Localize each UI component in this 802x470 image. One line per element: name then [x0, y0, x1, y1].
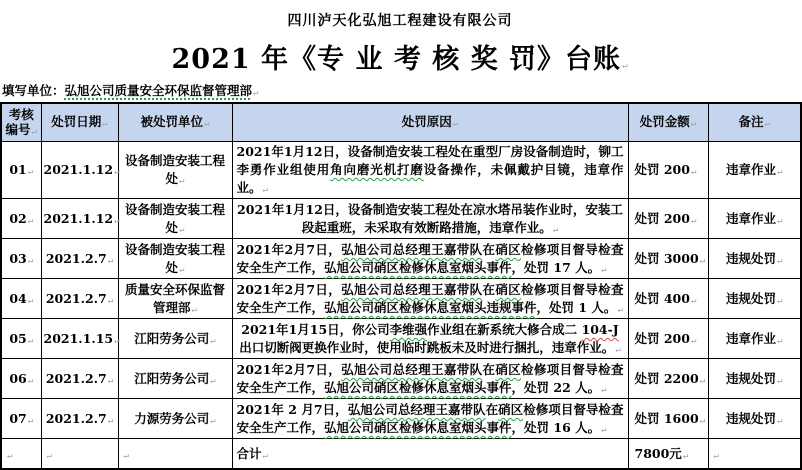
- filler-unit-value: 弘旭公司质量安全环保监督管理部: [64, 83, 253, 98]
- cell-penalty-amount: 处罚 200↵: [628, 199, 708, 239]
- cell-note: 违规处罚↵: [708, 399, 801, 439]
- paragraph-mark-icon: ↵: [27, 295, 34, 306]
- paragraph-mark-icon: ↵: [777, 335, 783, 346]
- paragraph-mark-icon: ↵: [107, 375, 114, 386]
- cell-note: 违章作业↵: [708, 319, 801, 359]
- paragraph-mark-icon: ↵: [262, 450, 268, 461]
- paragraph-mark-icon: ↵: [777, 167, 783, 178]
- cell-note: 违规处罚↵: [708, 279, 801, 319]
- cell-penalty-amount: 处罚 2200↵: [628, 359, 708, 399]
- cell-note: 违规处罚↵: [708, 359, 801, 399]
- paragraph-mark-icon: ↵: [777, 415, 783, 426]
- cell-penalty-date: 2021.1.12↵: [41, 199, 118, 239]
- paragraph-mark-icon: ↵: [777, 255, 783, 266]
- paragraph-mark-icon: ↵: [699, 375, 706, 386]
- filler-unit-line: [2, 81, 800, 99]
- table-body: [1, 142, 801, 469]
- paragraph-mark-icon: ↵: [452, 119, 459, 130]
- document-title-text: 2021 年《专 业 考 核 奖 罚》台账: [171, 44, 622, 75]
- paragraph-mark-icon: ↵: [107, 415, 114, 426]
- paragraph-mark-icon: ↵: [601, 424, 607, 435]
- cell-note: [708, 439, 801, 469]
- cell-penalty-amount: 处罚 3000↵: [628, 239, 708, 279]
- cell-note: 违章作业↵: [708, 142, 801, 199]
- table-row: [1, 279, 801, 319]
- cell-penalized-unit: 设备制造安装工程处↵: [118, 239, 232, 279]
- paragraph-mark-icon: ↵: [102, 119, 108, 130]
- col-header-assessment-no: 考核编号↵: [1, 103, 41, 142]
- cell-total-amount: 7800元↵: [628, 439, 708, 469]
- cell-penalized-unit: 设备制造安装工程处↵: [118, 142, 232, 199]
- paragraph-mark-icon: ↵: [7, 450, 13, 461]
- paragraph-mark-icon: ↵: [690, 119, 697, 130]
- paragraph-mark-icon: ↵: [114, 167, 120, 178]
- company-name-text: 四川泸天化弘旭工程建设有限公司: [287, 13, 513, 29]
- paragraph-mark-icon: ↵: [690, 167, 697, 178]
- cell-penalty-reason: 2021年1月12日，设备制造安装工程处在凉水塔吊装作业时，安装工段起重班，未采取有效断路措施，违章作业。↵: [232, 199, 628, 239]
- paragraph-mark-icon: ↵: [27, 415, 34, 426]
- cell-penalty-date: 2021.2.7↵: [41, 359, 118, 399]
- paragraph-mark-icon: ↵: [617, 304, 623, 315]
- paragraph-mark-icon: ↵: [777, 375, 783, 386]
- cell-penalized-unit: 江阳劳务公司↵: [118, 319, 232, 359]
- cell-assessment-no: [1, 439, 41, 469]
- table-row: [1, 239, 801, 279]
- paragraph-mark-icon: ↵: [622, 61, 629, 71]
- paragraph-mark-icon: ↵: [210, 375, 216, 386]
- cell-penalty-reason: 2021年2月7日，弘旭公司总经理王嘉带队在硝区检修项目督导检查安全生产工作，弘旭公司硝区检修休息室烟头违规事件，处罚 1 人。↵: [232, 279, 628, 319]
- col-header-penalty-reason: 处罚原因↵: [232, 103, 628, 142]
- paragraph-mark-icon: ↵: [552, 224, 559, 235]
- paragraph-mark-icon: ↵: [713, 450, 719, 461]
- cell-penalty-reason: 2021年 2 月7日，弘旭公司总经理王嘉带队在硝区检修项目督导检查安全生产工作，弘旭公司硝区检修休息室烟头事件，处罚 16 人。↵: [232, 399, 628, 439]
- paragraph-mark-icon: ↵: [690, 335, 697, 346]
- cell-penalty-amount: 处罚 200↵: [628, 142, 708, 199]
- paragraph-mark-icon: ↵: [682, 450, 689, 461]
- company-name: [0, 0, 800, 30]
- cell-penalty-date: 2021.2.7↵: [41, 399, 118, 439]
- cell-note: 违章作业↵: [708, 199, 801, 239]
- table-header-row: [1, 103, 801, 142]
- cell-assessment-no: 07↵: [1, 399, 41, 439]
- cell-penalty-reason: 2021年1月12日，设备制造安装工程处在重型厂房设备制造时，铆工李勇作业组使用角向磨光机打磨设备操作，未佩戴护目镜，违章作业。↵: [232, 142, 628, 199]
- penalty-ledger-table: [0, 102, 802, 470]
- cell-penalized-unit: [118, 439, 232, 469]
- paragraph-mark-icon: ↵: [764, 119, 770, 130]
- paragraph-mark-icon: ↵: [601, 384, 607, 395]
- cell-penalty-date: 2021.1.15↵: [41, 319, 118, 359]
- paragraph-mark-icon: ↵: [253, 88, 259, 98]
- table-row: [1, 359, 801, 399]
- paragraph-mark-icon: ↵: [27, 255, 34, 266]
- paragraph-mark-icon: ↵: [179, 224, 185, 235]
- paragraph-mark-icon: ↵: [210, 335, 216, 346]
- cell-penalty-amount: 处罚 1600↵: [628, 399, 708, 439]
- cell-penalty-date: 2021.1.12↵: [41, 142, 118, 199]
- col-header-penalty-date: 处罚日期↵: [41, 103, 118, 142]
- paragraph-mark-icon: ↵: [179, 264, 185, 275]
- paragraph-mark-icon: ↵: [615, 344, 621, 355]
- cell-note: 违规处罚↵: [708, 239, 801, 279]
- cell-penalty-amount: 处罚 200↵: [628, 319, 708, 359]
- col-header-penalized-unit: 被处罚单位↵: [118, 103, 232, 142]
- table-row: [1, 199, 801, 239]
- cell-penalized-unit: 江阳劳务公司↵: [118, 359, 232, 399]
- cell-assessment-no: 05↵: [1, 319, 41, 359]
- col-header-penalty-amount: 处罚金额↵: [628, 103, 708, 142]
- cell-penalized-unit: 设备制造安装工程处↵: [118, 199, 232, 239]
- paragraph-mark-icon: ↵: [27, 375, 34, 386]
- cell-penalized-unit: 质量安全环保监督管理部↵: [118, 279, 232, 319]
- cell-penalty-reason: 2021年2月7日，弘旭公司总经理王嘉带队在硝区检修项目督导检查安全生产工作，弘旭公司硝区检修休息室烟头事件，处罚 22 人。↵: [232, 359, 628, 399]
- paragraph-mark-icon: ↵: [107, 255, 114, 266]
- cell-assessment-no: 06↵: [1, 359, 41, 399]
- table-row: [1, 142, 801, 199]
- paragraph-mark-icon: ↵: [27, 215, 34, 226]
- paragraph-mark-icon: ↵: [204, 119, 210, 130]
- filler-unit-label: 填写单位：: [2, 83, 65, 98]
- paragraph-mark-icon: ↵: [699, 255, 706, 266]
- paragraph-mark-icon: ↵: [699, 415, 706, 426]
- paragraph-mark-icon: ↵: [777, 215, 783, 226]
- cell-penalty-reason: 2021年1月15日，你公司李维强作业组在新系统大修合成二 104-J 出口切断阀更换作业时，使用临时跳板未及时进行捆扎，违章作业。↵: [232, 319, 628, 359]
- cell-assessment-no: 03↵: [1, 239, 41, 279]
- paragraph-mark-icon: ↵: [777, 295, 783, 306]
- cell-penalized-unit: 力源劳务公司↵: [118, 399, 232, 439]
- paragraph-mark-icon: ↵: [123, 450, 129, 461]
- paragraph-mark-icon: ↵: [27, 335, 34, 346]
- cell-assessment-no: 01↵: [1, 142, 41, 199]
- paragraph-mark-icon: ↵: [690, 215, 697, 226]
- cell-penalty-date: 2021.2.7↵: [41, 279, 118, 319]
- cell-assessment-no: 02↵: [1, 199, 41, 239]
- col-header-note: 备注↵: [708, 103, 801, 142]
- paragraph-mark-icon: ↵: [27, 167, 34, 178]
- paragraph-mark-icon: ↵: [262, 185, 268, 196]
- cell-penalty-date: [41, 439, 118, 469]
- paragraph-mark-icon: ↵: [107, 295, 114, 306]
- table-total-row: [1, 439, 801, 469]
- paragraph-mark-icon: ↵: [191, 304, 197, 315]
- cell-penalty-reason: 2021年2月7日，弘旭公司总经理王嘉带队在硝区检修项目督导检查安全生产工作，弘旭公司硝区检修休息室烟头事件，处罚 17 人。↵: [232, 239, 628, 279]
- table-row: [1, 319, 801, 359]
- document-title: [0, 37, 800, 76]
- cell-penalty-amount: 处罚 400↵: [628, 279, 708, 319]
- paragraph-mark-icon: ↵: [46, 450, 52, 461]
- paragraph-mark-icon: ↵: [114, 335, 120, 346]
- cell-total-label: 合计↵: [232, 439, 628, 469]
- cell-penalty-date: 2021.2.7↵: [41, 239, 118, 279]
- paragraph-mark-icon: ↵: [31, 127, 37, 138]
- cell-assessment-no: 04↵: [1, 279, 41, 319]
- paragraph-mark-icon: ↵: [179, 176, 185, 187]
- paragraph-mark-icon: ↵: [690, 295, 697, 306]
- paragraph-mark-icon: ↵: [601, 264, 607, 275]
- table-row: [1, 399, 801, 439]
- paragraph-mark-icon: ↵: [114, 215, 120, 226]
- paragraph-mark-icon: ↵: [210, 415, 216, 426]
